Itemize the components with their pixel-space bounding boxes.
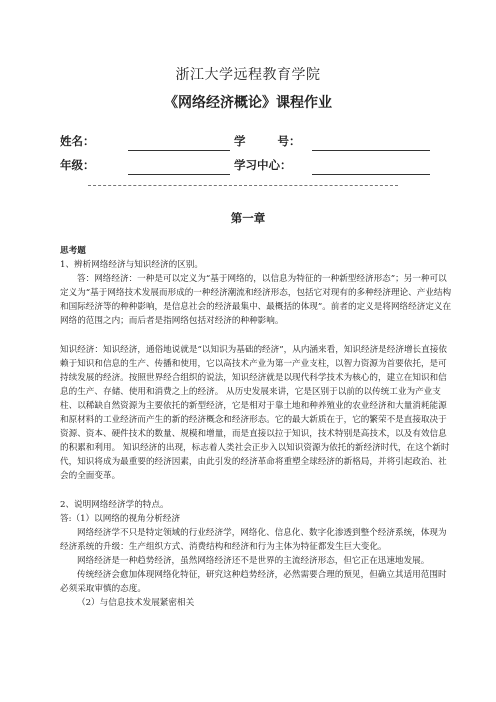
course-title: 《网络经济概论》课程作业 bbox=[164, 95, 332, 111]
grade-label: 年级： bbox=[60, 158, 95, 172]
student-id-label: 学 号： bbox=[234, 134, 301, 148]
answer-2-intro: 答:（1）以网络的视角分析经济 bbox=[60, 513, 181, 524]
institution-title: 浙江大学远程教育学院 bbox=[175, 67, 321, 83]
paragraph-gap bbox=[60, 484, 452, 498]
answer-2-paragraph: 网络经济是一种趋势经济，虽然网络经济还不是世界的主流经济形态，但它正在迅速地发展。 bbox=[77, 555, 430, 566]
question-1: 1、辨析网络经济与知识经济的区别。 bbox=[60, 260, 203, 271]
paragraph-gap bbox=[60, 329, 452, 343]
question-2: 2、说明网络经济学的特点。 bbox=[60, 499, 169, 510]
answer-2-paragraph: 传统经济会愈加体现网络化特征，研究这种趋势经济，必然需要合理的预见，但确立其适用范围时必须采取审慎的态度。 bbox=[60, 569, 447, 595]
name-label: 姓名： bbox=[60, 134, 95, 148]
student-id-field[interactable] bbox=[312, 150, 430, 151]
chapter-title: 第一章 bbox=[230, 211, 266, 225]
section-title: 思考题 bbox=[60, 246, 86, 256]
name-field[interactable] bbox=[128, 150, 230, 151]
document-body bbox=[60, 244, 452, 610]
study-center-label: 学习中心： bbox=[234, 158, 292, 172]
answer-1-knowledge-economy: 知识经济：知识经济，通俗地说就是“以知识为基础的经济”，从内涵来看，知识经济是经济增长直接依赖于知识和信息的生产、传播和使用，它以高技术产业为第一产业支柱，以智力资源为首要依托，是可持续发展的经济。按照世界经合组织的说法，知识经济就是以现代科学技术为核心的，建立在知识和信息的生产、存储、使用和消费之上的经济。 从历史发展来讲，它是区别于以前的以传统工业为产业支柱、以稀缺自然资源为主要依托的新型经济，它是相对于靠土地和种养殖业的农业经济和大量消耗能源和原材料的工业经济而产生的新的经济概念和经济形态。它的最大新质在于，它的繁荣不是直接取决于资源、资本、硬件技术的数量、规模和增量，而是直接以拉于知识，技术特别是高技术，以及有效信息的积累和利用。 知识经济的出现，标志着人类社会正步入以知识资源为依托的新经济时代，在这个新时代，知识将成为最重要的经济因素，由此引发的经济革命将重塑全球经济的新格局，并将引起政治、社会的全面变革。 bbox=[60, 344, 450, 482]
separator-line bbox=[88, 185, 398, 186]
answer-2-subpoint: （2）与信息技术发展紧密相关 bbox=[77, 598, 195, 609]
grade-field[interactable] bbox=[128, 174, 230, 175]
answer-1: 答：网络经济：一种是可以定义为“基于网络的，以信息为特征的一种新型经济形态”；另一种可以定义为“基于网络技术发展而形成的一种经济潮流和经济形态，包括它对现有的多种经济理论、产业结构和国际经济等的种种影响，是信息社会的经济最集中、最概括的体现”。前者的定义是将网络经济定义在网络的范围之内；而后者是指网络包括对经济的种种影响。 bbox=[60, 274, 452, 327]
study-center-field[interactable] bbox=[312, 174, 430, 175]
answer-2-paragraph: 网络经济学不只是特定领域的行业经济学，网络化、信息化、数字化渗透到整个经济系统，体现为经济系统的升级：生产组织方式、消费结构和经济和行为主体为特征都发生巨大变化。 bbox=[60, 527, 447, 552]
